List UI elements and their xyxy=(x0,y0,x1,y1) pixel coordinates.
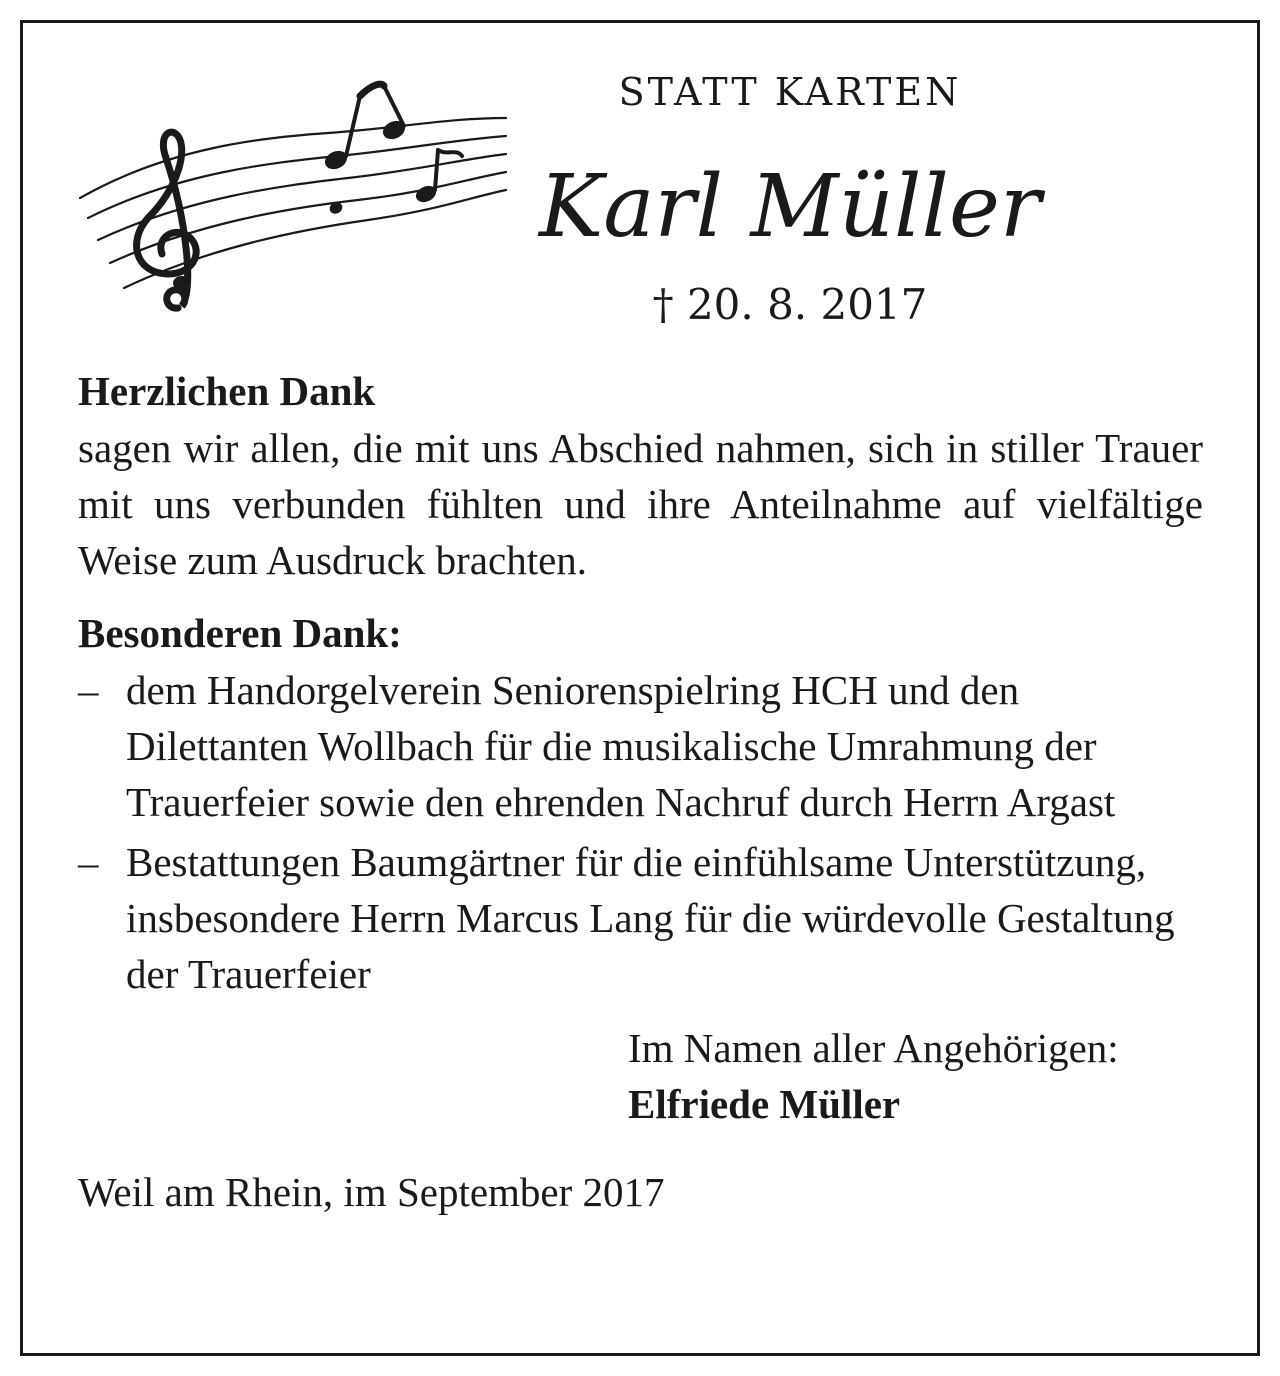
music-staff-treble-clef-notes-icon xyxy=(78,78,508,328)
list-item xyxy=(78,834,1203,1002)
statt-karten-label: STATT KARTEN xyxy=(618,70,962,114)
list-dash: – xyxy=(78,839,99,885)
list-dash: – xyxy=(78,667,99,713)
list-item-text: dem Handorgelverein Seniorenspielring HCH und den Dilettanten Wollbach für die musikalische Umrahmung der Trauerfeier sowie den ehrenden Nachruf durch Herrn Argast xyxy=(126,667,1116,825)
special-thanks-heading: Besonderen Dank: xyxy=(78,610,402,656)
thanks-heading: Herzlichen Dank xyxy=(78,368,376,414)
deceased-name: Karl Müller xyxy=(539,157,1041,257)
list-item-text: Bestattungen Baumgärtner für die einfühlsame Unterstützung, insbesondere Herrn Marcus Lang für die würdevolle Gestaltung der Trauerfeier xyxy=(126,839,1175,997)
signature-block xyxy=(628,1020,1203,1132)
notice-body xyxy=(78,362,1203,1220)
signer-name: Elfriede Müller xyxy=(628,1081,901,1127)
list-item xyxy=(78,662,1203,830)
place-date: Weil am Rhein, im September 2017 xyxy=(78,1169,665,1215)
death-date: † 20. 8. 2017 xyxy=(652,280,928,329)
thanks-text: sagen wir allen, die mit uns Abschied nahmen, sich in stiller Trauer mit uns verbunden fühlten und ihre Anteilnahme auf vielfältige Weise zum Ausdruck brachten. xyxy=(78,425,1203,583)
special-thanks-list xyxy=(78,662,1203,1002)
signature-intro: Im Namen aller Angehörigen: xyxy=(628,1025,1119,1071)
